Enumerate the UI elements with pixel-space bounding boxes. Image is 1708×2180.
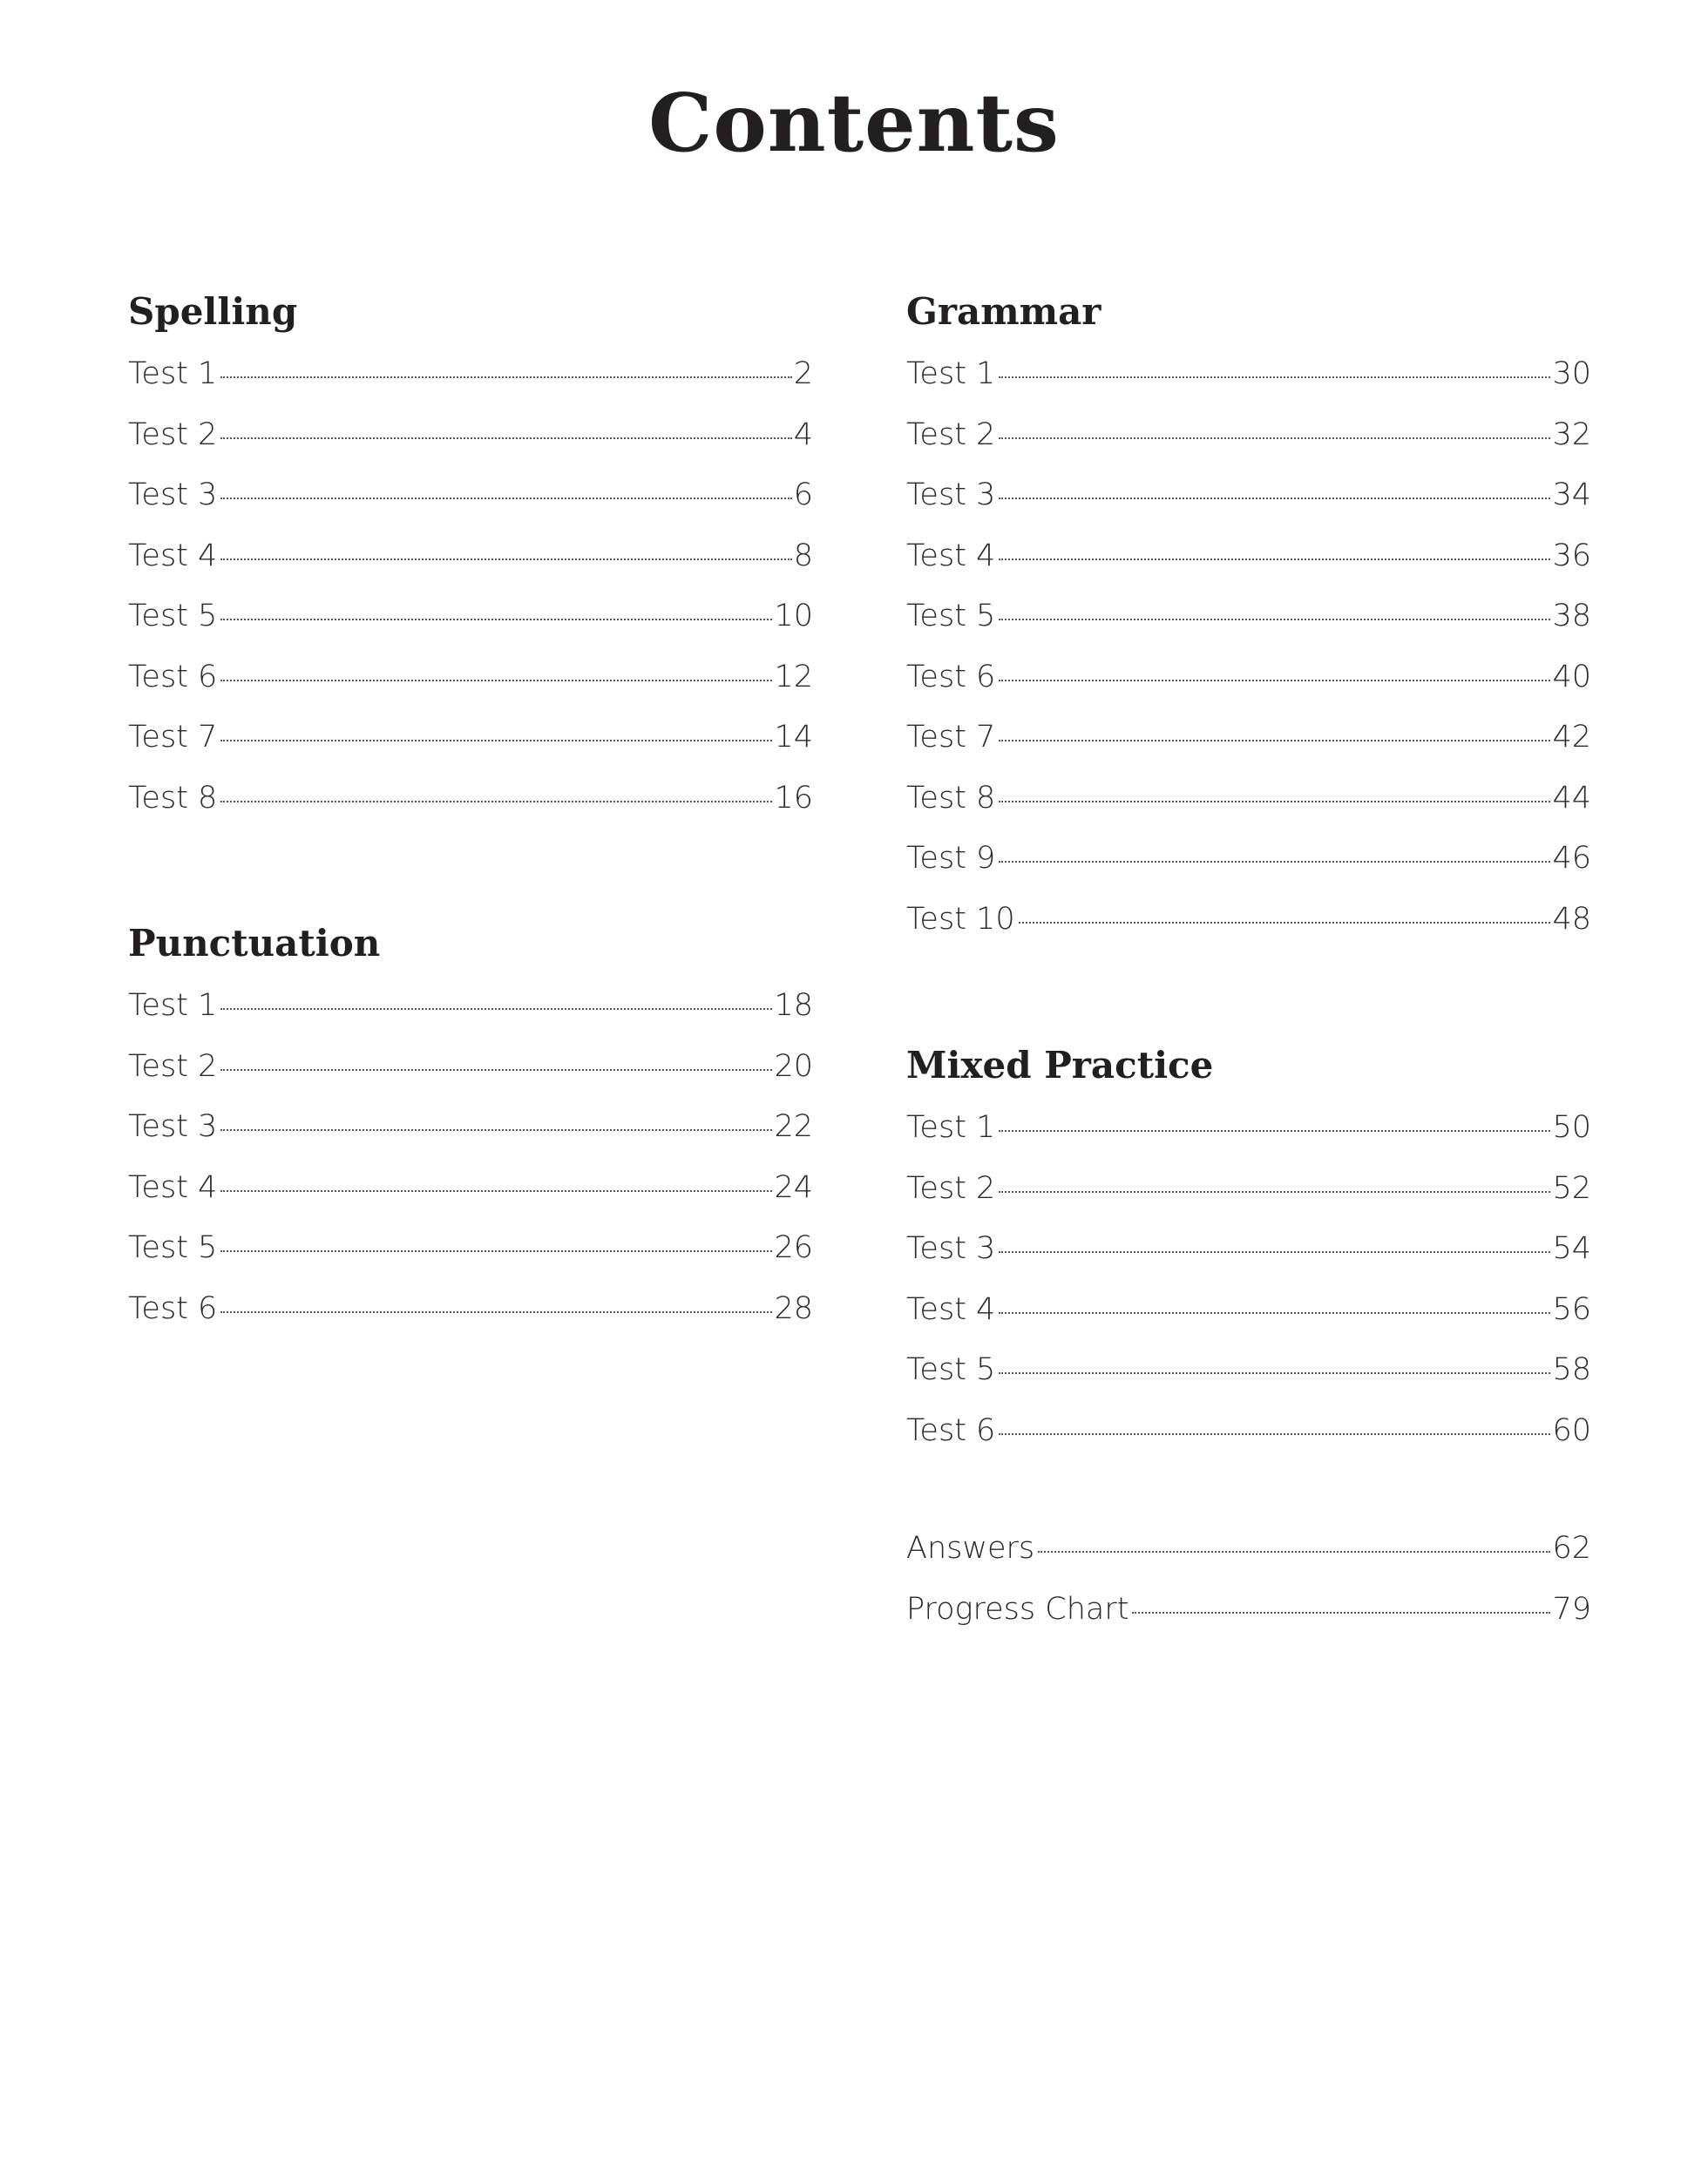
dot-leader [220, 801, 772, 802]
dot-leader [999, 619, 1550, 620]
dot-leader [999, 559, 1550, 560]
toc-entry-page: 2 [793, 356, 813, 391]
toc-entry-label: Test 6 [128, 1290, 218, 1326]
toc-entry-spelling-test-4[interactable] [128, 526, 813, 587]
dot-leader [220, 1069, 772, 1071]
toc-entry-label: Test 7 [906, 720, 996, 755]
toc-entry-page: 46 [1552, 841, 1591, 876]
toc-entry-spelling-test-1[interactable] [128, 344, 813, 405]
toc-entry-punctuation-test-6[interactable] [128, 1279, 813, 1340]
toc-entry-punctuation-test-3[interactable] [128, 1097, 813, 1158]
toc-entry-spelling-test-2[interactable] [128, 405, 813, 466]
toc-entry-grammar-test-7[interactable] [906, 707, 1591, 768]
toc-entry-page: 26 [774, 1230, 813, 1265]
toc-entry-grammar-test-6[interactable] [906, 647, 1591, 708]
section-spacer [128, 829, 813, 915]
toc-entry-label: Test 4 [906, 538, 996, 573]
toc-entry-label: Test 6 [128, 659, 218, 694]
toc-entry-mixed-test-2[interactable] [906, 1159, 1591, 1220]
toc-entry-grammar-test-8[interactable] [906, 768, 1591, 829]
toc-entry-page: 30 [1552, 356, 1591, 391]
toc-entry-page: 22 [774, 1109, 813, 1144]
toc-entry-label: Test 5 [906, 1352, 996, 1387]
toc-entry-punctuation-test-5[interactable] [128, 1218, 813, 1279]
dot-leader [999, 680, 1550, 681]
dot-leader [999, 376, 1550, 378]
toc-entry-label: Test 8 [906, 780, 996, 816]
toc-entry-grammar-test-4[interactable] [906, 526, 1591, 587]
toc-entry-label: Test 1 [128, 356, 218, 391]
toc-entry-page: 10 [774, 599, 813, 633]
section-heading-mixed-practice: Mixed Practice [906, 1044, 1214, 1087]
section-spacer [906, 1461, 1591, 1519]
extras-section [906, 1519, 1591, 1640]
toc-entry-label: Test 9 [906, 841, 996, 876]
toc-entry-grammar-test-9[interactable] [906, 829, 1591, 890]
toc-entry-label: Test 4 [906, 1291, 996, 1327]
toc-entry-label: Test 3 [128, 1109, 218, 1144]
toc-entry-page: 18 [774, 988, 813, 1023]
toc-entry-grammar-test-2[interactable] [906, 405, 1591, 466]
dot-leader [1038, 1551, 1550, 1553]
dot-leader [1019, 922, 1551, 924]
toc-entry-page: 48 [1552, 901, 1591, 937]
dot-leader [220, 1190, 772, 1192]
punctuation-section [128, 915, 813, 1339]
toc-entry-punctuation-test-4[interactable] [128, 1158, 813, 1219]
toc-entry-page: 14 [774, 720, 813, 755]
toc-entry-progress-chart[interactable] [906, 1580, 1591, 1641]
toc-entry-page: 60 [1552, 1412, 1591, 1448]
toc-entry-spelling-test-8[interactable] [128, 768, 813, 829]
toc-entry-punctuation-test-2[interactable] [128, 1037, 813, 1098]
toc-entry-page: 40 [1552, 659, 1591, 694]
toc-entry-grammar-test-1[interactable] [906, 344, 1591, 405]
toc-entry-label: Test 4 [128, 1169, 218, 1205]
toc-entry-label: Test 5 [128, 1230, 218, 1265]
dot-leader [220, 1250, 772, 1252]
toc-entry-page: 52 [1552, 1170, 1591, 1206]
toc-entry-label: Answers [906, 1531, 1035, 1566]
dot-leader [999, 1372, 1550, 1374]
toc-entry-spelling-test-5[interactable] [128, 586, 813, 647]
dot-leader [220, 559, 791, 560]
toc-entry-label: Test 3 [128, 477, 218, 512]
toc-entry-page: 24 [774, 1169, 813, 1205]
page-title: Contents [648, 76, 1060, 170]
toc-entry-label: Test 2 [128, 416, 218, 452]
left-column [128, 283, 813, 1339]
toc-entry-page: 42 [1552, 720, 1591, 755]
toc-entry-label: Test 5 [906, 599, 996, 633]
dot-leader [999, 861, 1550, 863]
toc-entry-label: Test 2 [128, 1048, 218, 1084]
toc-entry-label: Test 3 [906, 1231, 996, 1266]
mixed-practice-section [906, 1037, 1591, 1461]
dot-leader [220, 498, 791, 499]
dot-leader [220, 376, 791, 378]
toc-entry-label: Test 7 [128, 720, 218, 755]
grammar-section [906, 283, 1591, 950]
toc-entry-page: 54 [1552, 1231, 1591, 1266]
toc-entry-label: Test 8 [128, 780, 218, 816]
toc-entry-label: Test 3 [906, 477, 996, 512]
dot-leader [999, 1191, 1550, 1193]
toc-entry-page: 36 [1552, 538, 1591, 573]
toc-entry-label: Test 5 [128, 599, 218, 633]
toc-entry-answers[interactable] [906, 1519, 1591, 1580]
toc-entry-page: 4 [793, 416, 813, 452]
dot-leader [220, 1008, 772, 1010]
dot-leader [999, 437, 1550, 439]
dot-leader [999, 1251, 1550, 1253]
spelling-section [128, 283, 813, 829]
toc-entry-label: Test 1 [906, 1110, 996, 1145]
dot-leader [999, 498, 1550, 499]
toc-entry-page: 38 [1552, 599, 1591, 633]
toc-entry-spelling-test-7[interactable] [128, 707, 813, 768]
toc-entry-page: 79 [1552, 1591, 1591, 1627]
dot-leader [999, 1312, 1550, 1314]
dot-leader [220, 437, 791, 439]
dot-leader [220, 680, 772, 681]
toc-entry-label: Test 6 [906, 659, 996, 694]
toc-entry-label: Test 1 [906, 356, 996, 391]
toc-entry-page: 32 [1552, 416, 1591, 452]
toc-entry-mixed-test-3[interactable] [906, 1219, 1591, 1280]
right-column [906, 283, 1591, 1640]
toc-entry-label: Test 2 [906, 1170, 996, 1206]
section-heading-punctuation: Punctuation [128, 922, 381, 965]
toc-entry-page: 20 [774, 1048, 813, 1084]
dot-leader [999, 801, 1550, 802]
toc-entry-spelling-test-3[interactable] [128, 465, 813, 526]
toc-entry-page: 12 [774, 659, 813, 694]
dot-leader [999, 1433, 1550, 1435]
toc-entry-page: 50 [1552, 1110, 1591, 1145]
toc-entry-mixed-test-5[interactable] [906, 1340, 1591, 1401]
toc-entry-grammar-test-5[interactable] [906, 586, 1591, 647]
dot-leader [999, 1130, 1550, 1132]
dot-leader [220, 1311, 772, 1313]
dot-leader [1132, 1612, 1550, 1614]
toc-entry-mixed-test-4[interactable] [906, 1280, 1591, 1341]
toc-entry-grammar-test-3[interactable] [906, 465, 1591, 526]
toc-entry-mixed-test-6[interactable] [906, 1401, 1591, 1462]
toc-entry-mixed-test-1[interactable] [906, 1098, 1591, 1159]
section-heading-grammar: Grammar [906, 290, 1101, 333]
toc-entry-page: 16 [774, 780, 813, 816]
toc-entry-page: 56 [1552, 1291, 1591, 1327]
toc-entry-label: Test 1 [128, 988, 218, 1023]
toc-entry-page: 62 [1552, 1531, 1591, 1566]
dot-leader [999, 740, 1550, 741]
toc-entry-page: 28 [774, 1290, 813, 1326]
toc-entry-label: Test 2 [906, 416, 996, 452]
toc-entry-page: 58 [1552, 1352, 1591, 1387]
dot-leader [220, 619, 772, 620]
toc-entry-label: Test 10 [906, 901, 1015, 937]
toc-entry-label: Test 4 [128, 538, 218, 573]
toc-entry-label: Progress Chart [906, 1591, 1129, 1627]
toc-entry-page: 34 [1552, 477, 1591, 512]
section-spacer [906, 950, 1591, 1037]
toc-entry-spelling-test-6[interactable] [128, 647, 813, 708]
dot-leader [220, 740, 772, 741]
toc-entry-label: Test 6 [906, 1412, 996, 1448]
section-heading-spelling: Spelling [128, 290, 298, 333]
toc-entry-page: 8 [793, 538, 813, 573]
dot-leader [220, 1129, 772, 1131]
toc-entry-punctuation-test-1[interactable] [128, 976, 813, 1037]
toc-entry-page: 6 [793, 477, 813, 512]
toc-entry-page: 44 [1552, 780, 1591, 816]
toc-entry-grammar-test-10[interactable] [906, 890, 1591, 951]
